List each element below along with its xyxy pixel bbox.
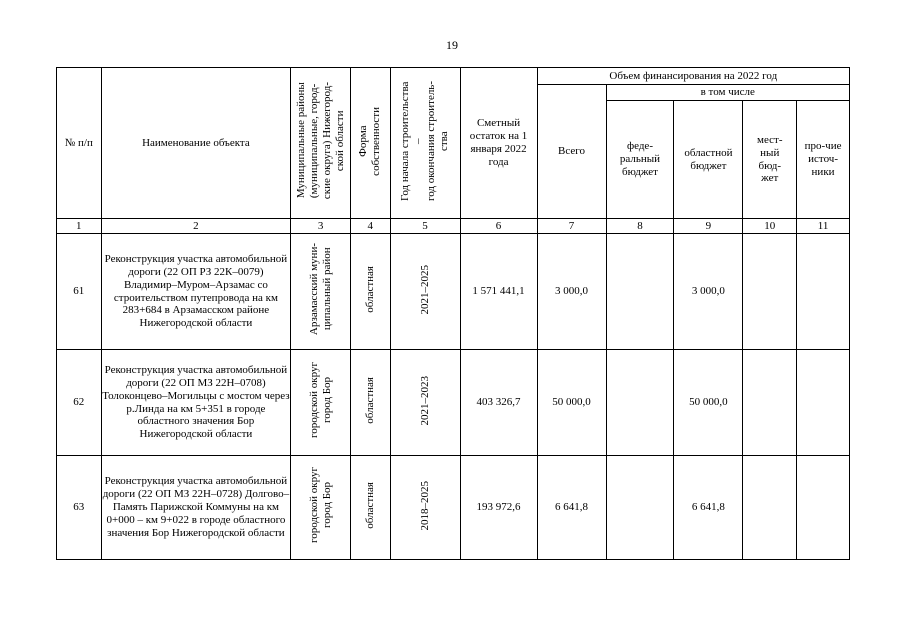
row-num: 63 [57,456,102,560]
header-funding: Объем финансирования на 2022 год [537,68,849,85]
row-district-text: Арзамасский муни- ципальный район [307,243,333,336]
row-ownership-text: областная [363,377,376,424]
column-number: 8 [606,219,674,234]
row-object-name: Реконструкция участка автомобильной дороги (22 ОП МЗ 22Н–0728) Долгово–Память Парижской Коммуны на км 0+000 – км 9+022 в городе областного значения Бор Нижегородской области [101,456,291,560]
header-other: про-чие источ-ники [797,101,850,219]
row-ownership-text: областная [363,482,376,529]
row-other [797,234,850,350]
page-number: 19 [446,38,458,52]
header-num: № п/п [57,68,102,219]
header-row-1 [57,68,850,85]
column-number: 9 [674,219,743,234]
row-local [743,350,797,456]
header-years-text: Год начала строительства – год окончания строитель- ства [399,81,450,202]
header-local: мест-ный бюд-жет [743,101,797,219]
row-regional: 50 000,0 [674,350,743,456]
table-row [57,234,850,350]
row-federal [606,350,674,456]
row-total: 3 000,0 [537,234,606,350]
header-including: в том числе [606,85,849,101]
header-ownership [351,68,391,219]
row-district-text: городской округ город Бор [307,362,333,439]
header-name: Наименование объекта [101,68,291,219]
row-ownership-text: областная [363,266,376,313]
row-num: 62 [57,350,102,456]
row-district-text: городской округ город Бор [307,467,333,544]
column-number: 11 [797,219,850,234]
row-district [291,350,351,456]
column-number: 1 [57,219,102,234]
row-years-text: 2021–2023 [418,375,431,426]
header-district-text: Муниципальные районы (муниципальные, город- ские округа) Нижегород- ской области [294,82,346,200]
row-regional: 3 000,0 [674,234,743,350]
row-years-text: 2018–2025 [418,480,431,531]
row-object-name: Реконструкция участка автомобильной дороги (22 ОП МЗ 22Н–0708) Толоконцево–Могильцы с мостом через р.Линда на км 5+351 в городе областного значения Бор Нижегородской области [101,350,291,456]
row-years-text: 2021–2025 [418,264,431,315]
header-estimate: Сметный остаток на 1 января 2022 года [460,68,537,219]
column-number-row [57,219,850,234]
table-row [57,456,850,560]
row-num: 61 [57,234,102,350]
row-district [291,456,351,560]
row-total: 50 000,0 [537,350,606,456]
column-number: 10 [743,219,797,234]
row-object-name: Реконструкция участка автомобильной дороги (22 ОП РЗ 22К–0079) Владимир–Муром–Арзамас со строительством путепровода на км 283+684 в Арзамасском районе Нижегородской области [101,234,291,350]
row-ownership [351,350,391,456]
row-federal [606,234,674,350]
column-number: 2 [101,219,291,234]
table-row [57,350,850,456]
row-other [797,456,850,560]
row-federal [606,456,674,560]
row-years [390,234,460,350]
row-estimate: 193 972,6 [460,456,537,560]
header-total: Всего [537,85,606,219]
column-number: 7 [537,219,606,234]
header-regional: областной бюджет [674,101,743,219]
header-years [390,68,460,219]
column-number: 3 [291,219,351,234]
column-number: 4 [351,219,391,234]
row-other [797,350,850,456]
header-federal: феде-ральный бюджет [606,101,674,219]
row-years [390,350,460,456]
row-district [291,234,351,350]
column-number: 6 [460,219,537,234]
row-estimate: 1 571 441,1 [460,234,537,350]
row-local [743,234,797,350]
header-ownership-text: Форма собственности [357,106,383,176]
row-ownership [351,456,391,560]
row-estimate: 403 326,7 [460,350,537,456]
row-regional: 6 641,8 [674,456,743,560]
column-number: 5 [390,219,460,234]
row-ownership [351,234,391,350]
row-years [390,456,460,560]
row-local [743,456,797,560]
funding-table [56,67,850,560]
header-district [291,68,351,219]
row-total: 6 641,8 [537,456,606,560]
